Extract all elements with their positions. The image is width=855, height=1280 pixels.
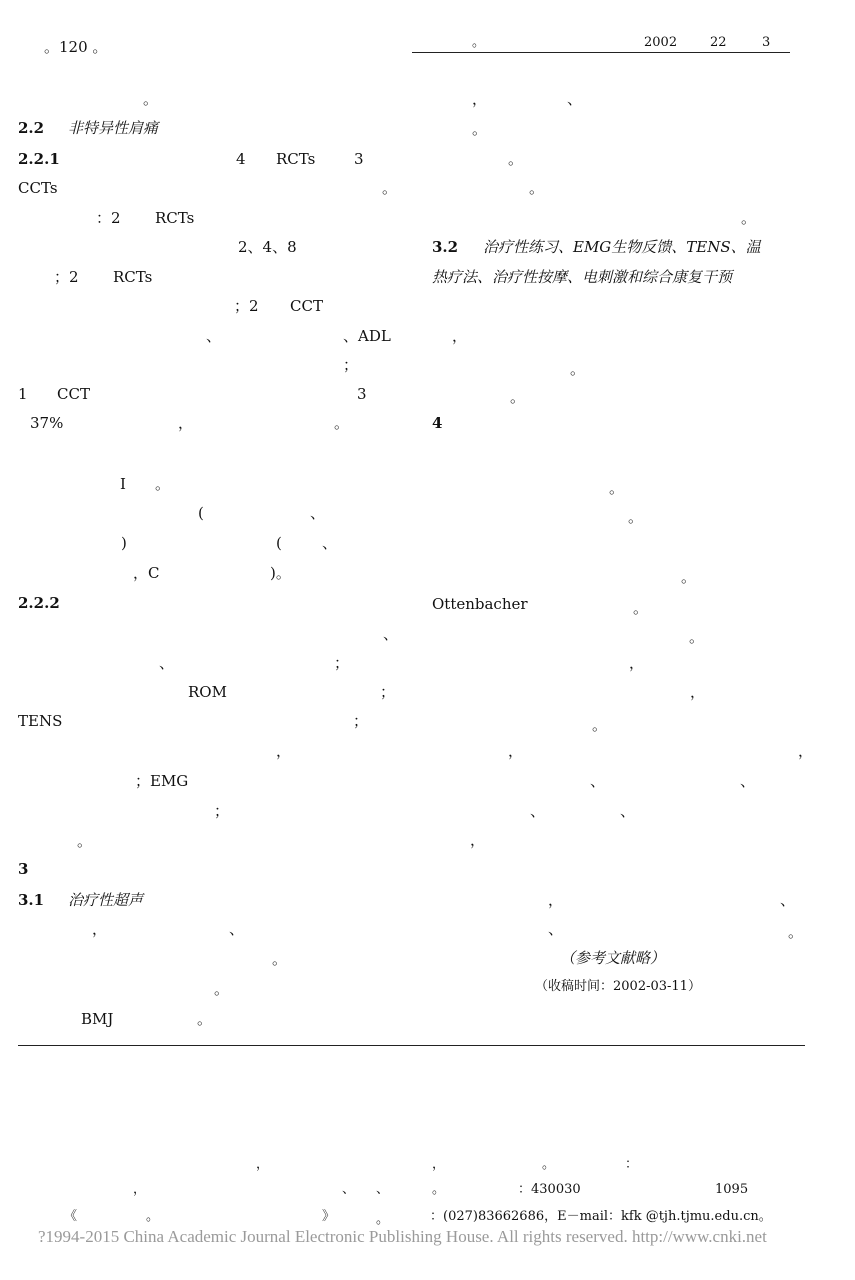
text-fragment: 3 — [357, 385, 367, 403]
text-fragment: ， — [690, 683, 706, 701]
text-fragment: ， — [452, 327, 468, 345]
text-fragment: 》 — [322, 1209, 336, 1224]
text-fragment: ， — [133, 1182, 147, 1197]
text-fragment: ； — [334, 654, 350, 672]
text-fragment: 。 — [592, 716, 608, 734]
text-fragment: ； — [380, 683, 396, 701]
text-fragment: 。 — [628, 508, 644, 526]
copyright-watermark: ?1994-2015 China Academic Journal Electronic Publishing House. All rights reserved. http://www.cnki.net — [38, 1227, 767, 1246]
text-fragment: 。 — [510, 388, 526, 406]
journal-year: 2002 — [644, 35, 678, 50]
text-fragment: BMJ — [81, 1010, 114, 1028]
text-fragment: 。 — [214, 980, 230, 998]
text-fragment: 。 — [376, 1212, 390, 1227]
text-fragment: ， — [178, 414, 194, 432]
text-fragment: ROM — [188, 683, 227, 701]
text-fragment: ； — [343, 356, 359, 374]
text-fragment: 、 — [383, 625, 399, 643]
subsection-number: 3.2 — [432, 238, 459, 256]
text-fragment: ， — [508, 742, 524, 760]
text-fragment: 。 — [633, 599, 649, 617]
text-fragment: 。 — [570, 360, 586, 378]
text-fragment: 、 — [206, 327, 222, 345]
text-fragment: 。 — [155, 475, 171, 493]
text-fragment: 、 — [310, 504, 326, 522]
text-fragment: ： — [625, 1157, 639, 1172]
text-fragment: 3 — [354, 150, 364, 168]
text-fragment: 1 — [18, 385, 28, 403]
text-fragment: 、 — [376, 1182, 390, 1197]
text-fragment: 、 — [548, 920, 564, 938]
header-dot: 。 — [472, 35, 486, 50]
text-fragment: 。 — [788, 923, 804, 941]
text-fragment: ， — [798, 742, 814, 760]
text-fragment: ， — [472, 90, 488, 108]
text-fragment: TENS — [18, 712, 63, 730]
text-fragment: 。 — [272, 950, 288, 968]
text-fragment: RCTs — [276, 150, 316, 168]
contact-info: ：(027)83662686，E－mail：kfk @tjh.tjmu.edu.cn。 — [430, 1209, 772, 1224]
text-fragment: 、 — [159, 654, 175, 672]
text-fragment: CCTs — [18, 179, 58, 197]
text-fragment: 。 — [146, 1209, 160, 1224]
text-fragment: ：2 — [96, 209, 121, 227]
text-fragment: 1095 — [715, 1182, 749, 1197]
text-fragment: RCTs — [155, 209, 195, 227]
postal-code: ：430030 — [518, 1182, 581, 1197]
text-fragment: 《 — [64, 1209, 78, 1224]
subsection-title: 治疗性超声 — [68, 891, 144, 909]
text-fragment: 、 — [620, 802, 636, 820]
subsection-title: 治疗性练习、EMG生物反馈、TENS、温 — [483, 238, 761, 256]
text-fragment: ， — [629, 654, 645, 672]
text-fragment: RCTs — [113, 268, 153, 286]
text-fragment: ， — [470, 831, 486, 849]
text-fragment: 。 — [681, 568, 697, 586]
text-fragment: ， — [92, 920, 108, 938]
text-fragment: 。 — [334, 414, 350, 432]
text-fragment: 4 — [236, 150, 246, 168]
text-fragment: 。 — [529, 179, 545, 197]
text-fragment: 、 — [780, 891, 796, 909]
text-fragment: 。 — [609, 479, 625, 497]
received-date: （收稿时间：2002-03-11） — [535, 979, 701, 994]
text-fragment: ，C — [133, 564, 160, 582]
text-fragment: 。 — [77, 832, 93, 850]
text-fragment: ( — [276, 534, 282, 552]
text-fragment: ， — [432, 1157, 446, 1172]
header-rule — [412, 52, 790, 53]
text-fragment: 。 — [542, 1157, 556, 1172]
subsection-title-cont: 热疗法、治疗性按摩、电刺激和综合康复干预 — [432, 268, 733, 286]
journal-issue: 3 — [762, 35, 771, 50]
subsection-number: 2.2.2 — [18, 594, 60, 612]
text-fragment: ， — [256, 1157, 270, 1172]
text-fragment: ；2 — [234, 297, 259, 315]
text-fragment: ， — [276, 742, 292, 760]
section-number: 3 — [18, 860, 29, 878]
text-fragment: CCT — [57, 385, 90, 403]
references-note: （参考文献略） — [560, 949, 666, 967]
text-fragment: 、 — [740, 772, 756, 790]
subsection-number: 3.1 — [18, 891, 45, 909]
text-fragment: ) — [121, 534, 127, 552]
subsection-number: 2.2.1 — [18, 150, 60, 168]
text-fragment: 、 — [567, 90, 583, 108]
text-fragment: ， — [548, 891, 564, 909]
text-fragment: 。 — [741, 209, 757, 227]
text-fragment: 。 — [143, 90, 159, 108]
text-fragment: 。 — [508, 150, 524, 168]
text-fragment: 。 — [197, 1010, 213, 1028]
section-title: 非特异性肩痛 — [68, 119, 159, 137]
text-fragment: 。 — [382, 179, 398, 197]
text-fragment: 、 — [590, 772, 606, 790]
footnote-rule — [18, 1045, 805, 1046]
text-fragment: )。 — [270, 564, 291, 582]
page-number: 。120 。 — [44, 38, 108, 56]
text-fragment: 、 — [342, 1182, 356, 1197]
section-number: 4 — [432, 414, 443, 432]
text-fragment: 。 — [472, 120, 488, 138]
text-fragment: ；2 — [54, 268, 79, 286]
text-fragment: 2、4、8 — [238, 238, 297, 256]
text-fragment: 37% — [30, 414, 64, 432]
text-fragment: 。 — [432, 1182, 446, 1197]
text-fragment: ；EMG — [135, 772, 189, 790]
text-fragment: 、 — [530, 802, 546, 820]
section-number: 2.2 — [18, 119, 45, 137]
text-fragment: 、 — [322, 534, 338, 552]
text-fragment: 、ADL — [343, 327, 391, 345]
text-fragment: ； — [353, 712, 369, 730]
text-fragment: I — [120, 475, 126, 493]
journal-volume: 22 — [710, 35, 727, 50]
text-fragment: 。 — [689, 628, 705, 646]
text-fragment: Ottenbacher — [432, 595, 528, 613]
text-fragment: ( — [198, 504, 204, 522]
text-fragment: CCT — [290, 297, 323, 315]
text-fragment: 、 — [229, 920, 245, 938]
text-fragment: ； — [214, 802, 230, 820]
